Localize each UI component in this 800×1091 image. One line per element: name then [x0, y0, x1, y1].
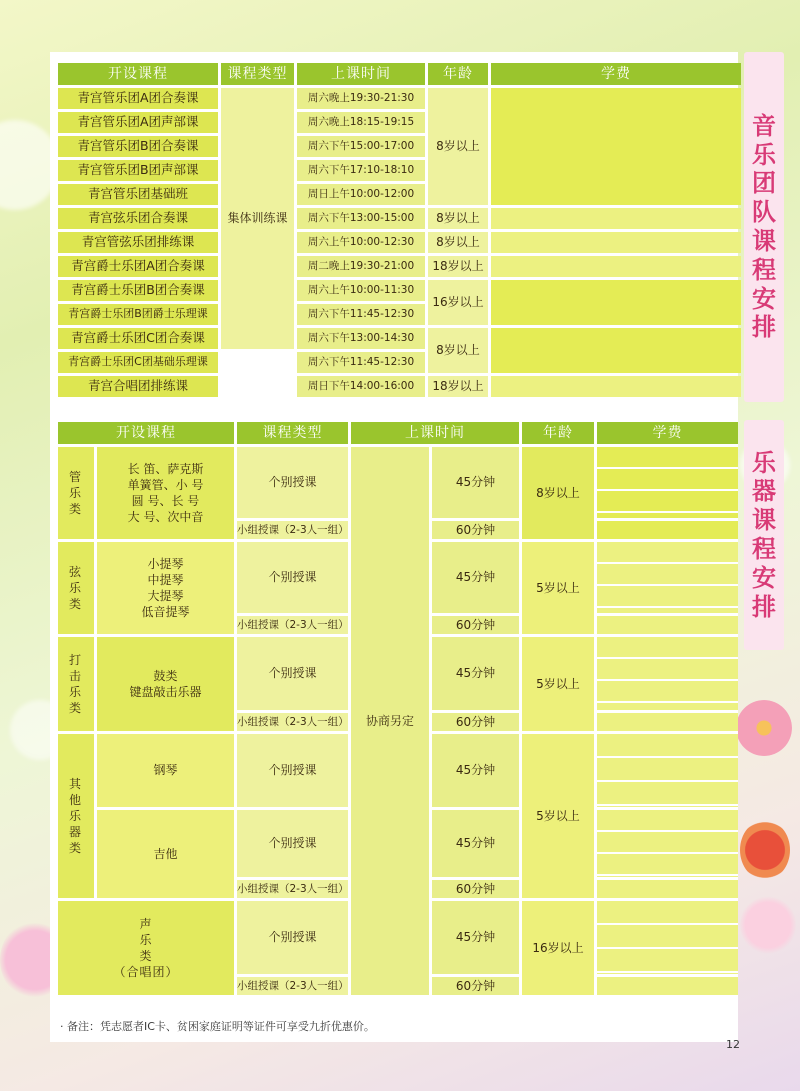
age-requirement: 5岁以上	[522, 542, 594, 634]
side-title-char: 排	[752, 313, 776, 342]
course-name: 青宫管乐团A团声部课	[58, 112, 218, 133]
instrument-name: 单簧管、小 号	[127, 477, 204, 492]
group-lesson: 小组授课（2-3人一组）	[237, 977, 348, 995]
class-time: 周二晚上19:30-21:00	[297, 256, 425, 277]
side-title-char: 程	[752, 535, 776, 563]
age-requirement: 8岁以上	[428, 328, 488, 373]
category-char: 类	[68, 502, 83, 517]
age-requirement: 18岁以上	[428, 376, 488, 397]
class-time: 周六上午10:00-11:30	[297, 280, 425, 301]
course-name: 青宫管乐团B团合奏课	[58, 136, 218, 157]
fee-cell	[491, 280, 741, 325]
fee-cell	[491, 376, 741, 397]
category-char: 他	[68, 792, 83, 807]
header-age: 年龄	[428, 63, 488, 85]
class-time: 周六下午17:10-18:10	[297, 160, 425, 181]
lesson-duration: 60分钟	[432, 521, 519, 539]
individual-lesson: 个别授课	[237, 901, 348, 974]
individual-lesson: 个别授课	[237, 637, 348, 710]
side-title-char: 乐	[752, 140, 776, 169]
fee-cell	[491, 88, 741, 205]
fee-cell	[597, 901, 738, 974]
course-name: 青宫管弦乐团排练课	[58, 232, 218, 253]
category-char: 乐	[68, 808, 83, 823]
fee-cell	[597, 637, 738, 710]
age-requirement: 8岁以上	[428, 232, 488, 253]
course-name: 青宫管乐团B团声部课	[58, 160, 218, 181]
class-time: 周六下午11:45-12:30	[297, 304, 425, 325]
fee-cell	[597, 521, 738, 539]
age-requirement: 5岁以上	[522, 637, 594, 731]
instrument-name: 长 笛、萨克斯	[127, 461, 204, 476]
header-type: 课程类型	[221, 63, 294, 85]
individual-lesson: 个别授课	[237, 447, 348, 518]
individual-lesson: 个别授课	[237, 810, 348, 877]
category-wind	[58, 447, 94, 539]
group-lesson: 小组授课（2-3人一组）	[237, 616, 348, 634]
lesson-duration: 60分钟	[432, 616, 519, 634]
side-title-char: 安	[752, 563, 776, 592]
fee-cell	[491, 208, 741, 229]
instrument-name: 小提琴	[147, 556, 184, 571]
category-char: 弦	[68, 564, 83, 579]
fee-cell	[597, 616, 738, 634]
age-requirement: 8岁以上	[522, 447, 594, 539]
category-char: 其	[68, 776, 83, 791]
class-time: 周日上午10:00-12:00	[297, 184, 425, 205]
age-requirement: 5岁以上	[522, 734, 594, 898]
course-name: 青宫爵士乐团C团合奏课	[58, 328, 218, 349]
fee-cell	[597, 447, 738, 518]
instrument-name: 钢琴	[97, 734, 234, 807]
instrument-name: 鼓类	[153, 668, 178, 683]
fee-cell	[597, 542, 738, 613]
course-name: 青宫合唱团排练课	[58, 376, 218, 397]
lesson-duration: 45分钟	[432, 542, 519, 613]
instrument-list	[97, 637, 234, 731]
instrument-name: 大提琴	[147, 589, 184, 603]
side-title-char: 课	[752, 506, 776, 535]
side-title-char: 乐	[752, 448, 776, 477]
course-type-merged: 集体训练课	[221, 88, 294, 349]
side-title-char: 排	[752, 592, 776, 621]
header-time: 上课时间	[351, 422, 519, 444]
footnote: · 备注：凭志愿者IC卡、贫困家庭证明等证件可享受九折优惠价。	[60, 1020, 375, 1033]
class-time: 周日下午14:00-16:00	[297, 376, 425, 397]
category-strings	[58, 542, 94, 634]
category-char: 乐	[68, 685, 83, 699]
age-requirement: 8岁以上	[428, 88, 488, 205]
instrument-name: 中提琴	[147, 572, 184, 587]
side-title-char: 队	[752, 198, 776, 227]
age-requirement: 16岁以上	[428, 280, 488, 325]
side-title-char: 安	[752, 284, 776, 313]
class-time: 周六下午15:00-17:00	[297, 136, 425, 157]
side-title-music-groups	[744, 52, 784, 402]
age-requirement: 16岁以上	[522, 901, 594, 995]
lesson-duration: 60分钟	[432, 713, 519, 731]
category-char: 乐	[139, 932, 153, 947]
category-percussion	[58, 637, 94, 731]
lesson-duration: 45分钟	[432, 637, 519, 710]
instrument-list	[97, 542, 234, 634]
category-char: 击	[68, 668, 83, 683]
category-vocal	[58, 901, 234, 995]
fee-cell	[597, 734, 738, 807]
page-number: 12	[726, 1038, 740, 1051]
time-to-be-arranged: 协商另定	[351, 447, 429, 995]
category-char: 乐	[68, 485, 83, 500]
header-course: 开设课程	[58, 422, 234, 444]
category-other	[58, 734, 94, 898]
fee-cell	[491, 328, 741, 373]
instrument-course-table	[58, 422, 735, 995]
individual-lesson: 个别授课	[237, 542, 348, 613]
fee-cell	[597, 713, 738, 731]
group-lesson: 小组授课（2-3人一组）	[237, 521, 348, 539]
pink-flower-decoration	[736, 700, 792, 756]
side-title-char: 音	[752, 111, 776, 140]
course-name: 青宫弦乐团合奏课	[58, 208, 218, 229]
course-name: 青宫管乐团A团合奏课	[58, 88, 218, 109]
instrument-list	[97, 447, 234, 539]
lesson-duration: 45分钟	[432, 734, 519, 807]
music-group-schedule-table	[58, 63, 735, 397]
course-name: 青宫爵士乐团C团基础乐理课	[58, 352, 218, 373]
course-name: 青宫管乐团基础班	[58, 184, 218, 205]
class-time: 周六上午10:00-12:30	[297, 232, 425, 253]
lesson-duration: 45分钟	[432, 810, 519, 877]
category-char: 器	[68, 825, 83, 840]
individual-lesson: 个别授课	[237, 734, 348, 807]
category-char: 声	[139, 916, 153, 931]
pink-flower-decoration	[740, 895, 796, 955]
header-course: 开设课程	[58, 63, 218, 85]
category-char: 类	[139, 949, 153, 963]
class-time: 周六晚上18:15-19:15	[297, 112, 425, 133]
header-type: 课程类型	[237, 422, 348, 444]
age-requirement: 8岁以上	[428, 208, 488, 229]
group-lesson: 小组授课（2-3人一组）	[237, 880, 348, 898]
group-lesson: 小组授课（2-3人一组）	[237, 713, 348, 731]
fee-cell	[491, 232, 741, 253]
instrument-name: 圆 号、长 号	[131, 494, 200, 508]
lesson-duration: 60分钟	[432, 880, 519, 898]
category-char: 类	[68, 701, 83, 716]
side-title-char: 器	[752, 477, 776, 506]
orange-flower-decoration	[740, 820, 790, 880]
lesson-duration: 45分钟	[432, 901, 519, 974]
instrument-name: 键盘敲击乐器	[129, 685, 202, 699]
side-title-instrument-courses	[744, 420, 784, 650]
category-char: 乐	[68, 580, 83, 595]
class-time: 周六下午13:00-14:30	[297, 328, 425, 349]
lesson-duration: 45分钟	[432, 447, 519, 518]
instrument-name: 吉他	[97, 810, 234, 898]
instrument-name: 低音提琴	[141, 605, 190, 620]
class-time: 周六下午11:45-12:30	[297, 352, 425, 373]
side-title-char: 程	[752, 255, 776, 284]
class-time: 周六下午13:00-15:00	[297, 208, 425, 229]
age-requirement: 18岁以上	[428, 256, 488, 277]
class-time: 周六晚上19:30-21:30	[297, 88, 425, 109]
fee-cell	[597, 880, 738, 898]
header-fee: 学费	[491, 63, 741, 85]
fee-cell	[491, 256, 741, 277]
fee-cell	[597, 810, 738, 877]
category-char: （合唱团）	[113, 965, 179, 980]
category-char: 类	[68, 841, 83, 856]
fee-cell	[597, 977, 738, 995]
side-title-char: 团	[752, 169, 776, 198]
category-char: 管	[68, 469, 83, 484]
header-fee: 学费	[597, 422, 738, 444]
lesson-duration: 60分钟	[432, 977, 519, 995]
header-age: 年龄	[522, 422, 594, 444]
course-name: 青宫爵士乐团B团合奏课	[58, 280, 218, 301]
course-name: 青宫爵士乐团B团爵士乐理课	[58, 304, 218, 325]
course-type-empty	[221, 352, 294, 397]
category-char: 打	[68, 652, 83, 667]
header-time: 上课时间	[297, 63, 425, 85]
category-char: 类	[68, 597, 83, 612]
side-title-char: 课	[752, 227, 776, 255]
instrument-name: 大 号、次中音	[127, 510, 204, 525]
course-name: 青宫爵士乐团A团合奏课	[58, 256, 218, 277]
